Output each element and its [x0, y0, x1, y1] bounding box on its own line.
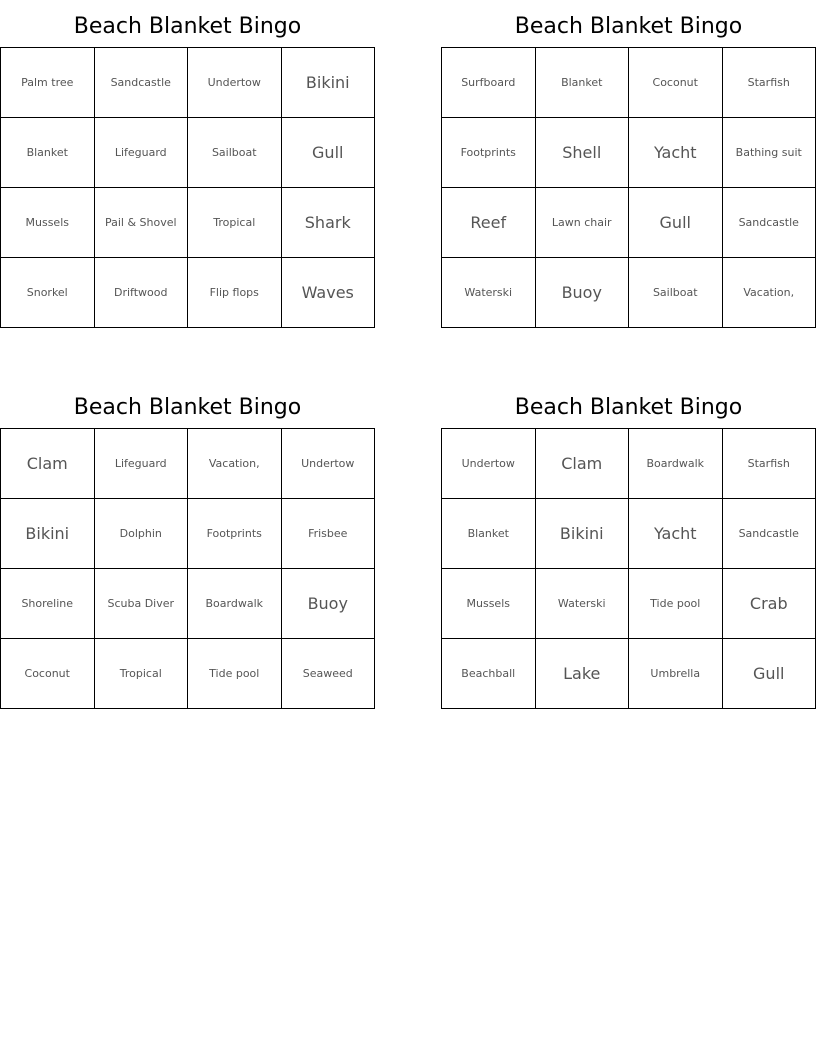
bingo-cell: Vacation,: [188, 429, 282, 499]
bingo-cell: Lawn chair: [536, 188, 630, 258]
bingo-cell: Tropical: [188, 188, 282, 258]
bingo-cell: Surfboard: [442, 48, 536, 118]
bingo-cell: Lake: [536, 639, 630, 709]
bingo-cell: Bikini: [282, 48, 376, 118]
bingo-cell: Crab: [723, 569, 816, 639]
bingo-cell: Starfish: [723, 429, 816, 499]
card-title: Beach Blanket Bingo: [514, 14, 743, 39]
bingo-cell: Sandcastle: [723, 188, 816, 258]
bingo-cell: Coconut: [1, 639, 95, 709]
bingo-cell: Undertow: [282, 429, 376, 499]
bingo-cell: Footprints: [188, 499, 282, 569]
bingo-cell: Bathing suit: [723, 118, 816, 188]
bingo-cell: Sandcastle: [723, 499, 816, 569]
bingo-cell: Reef: [442, 188, 536, 258]
bingo-cell: Mussels: [442, 569, 536, 639]
bingo-cell: Blanket: [536, 48, 630, 118]
bingo-cell: Mussels: [1, 188, 95, 258]
bingo-cell: Tide pool: [629, 569, 723, 639]
bingo-cell: Blanket: [442, 499, 536, 569]
bingo-cell: Footprints: [442, 118, 536, 188]
bingo-cell: Sailboat: [188, 118, 282, 188]
bingo-cell: Coconut: [629, 48, 723, 118]
bingo-cell: Dolphin: [95, 499, 189, 569]
bingo-cell: Shell: [536, 118, 630, 188]
bingo-cell: Beachball: [442, 639, 536, 709]
bingo-grid: [441, 428, 816, 709]
bingo-grid: [0, 47, 375, 328]
bingo-cell: Boardwalk: [629, 429, 723, 499]
bingo-cell: Bikini: [536, 499, 630, 569]
card-title: Beach Blanket Bingo: [514, 395, 743, 420]
bingo-cell: Flip flops: [188, 258, 282, 328]
bingo-cell: Buoy: [536, 258, 630, 328]
bingo-cell: Umbrella: [629, 639, 723, 709]
bingo-cell: Clam: [1, 429, 95, 499]
bingo-grid: [0, 428, 375, 709]
bingo-cell: Palm tree: [1, 48, 95, 118]
card-title: Beach Blanket Bingo: [73, 14, 302, 39]
bingo-cell: Vacation,: [723, 258, 816, 328]
bingo-cell: Driftwood: [95, 258, 189, 328]
bingo-cell: Waterski: [536, 569, 630, 639]
bingo-cell: Boardwalk: [188, 569, 282, 639]
bingo-cell: Shark: [282, 188, 376, 258]
bingo-cell: Seaweed: [282, 639, 376, 709]
bingo-cell: Bikini: [1, 499, 95, 569]
bingo-cell: Undertow: [188, 48, 282, 118]
bingo-cell: Scuba Diver: [95, 569, 189, 639]
bingo-cell: Sandcastle: [95, 48, 189, 118]
bingo-cell: Sailboat: [629, 258, 723, 328]
bingo-cell: Blanket: [1, 118, 95, 188]
bingo-cell: Gull: [629, 188, 723, 258]
bingo-grid: [441, 47, 816, 328]
bingo-cell: Lifeguard: [95, 429, 189, 499]
bingo-cell: Waves: [282, 258, 376, 328]
bingo-cell: Yacht: [629, 499, 723, 569]
bingo-cell: Yacht: [629, 118, 723, 188]
bingo-cell: Tropical: [95, 639, 189, 709]
bingo-cell: Snorkel: [1, 258, 95, 328]
bingo-cell: Undertow: [442, 429, 536, 499]
bingo-cell: Lifeguard: [95, 118, 189, 188]
bingo-cell: Tide pool: [188, 639, 282, 709]
bingo-cell: Frisbee: [282, 499, 376, 569]
bingo-cell: Starfish: [723, 48, 816, 118]
bingo-cell: Gull: [282, 118, 376, 188]
bingo-cell: Shoreline: [1, 569, 95, 639]
bingo-cell: Gull: [723, 639, 816, 709]
bingo-cell: Buoy: [282, 569, 376, 639]
bingo-cell: Clam: [536, 429, 630, 499]
bingo-cell: Waterski: [442, 258, 536, 328]
card-title: Beach Blanket Bingo: [73, 395, 302, 420]
bingo-cell: Pail & Shovel: [95, 188, 189, 258]
